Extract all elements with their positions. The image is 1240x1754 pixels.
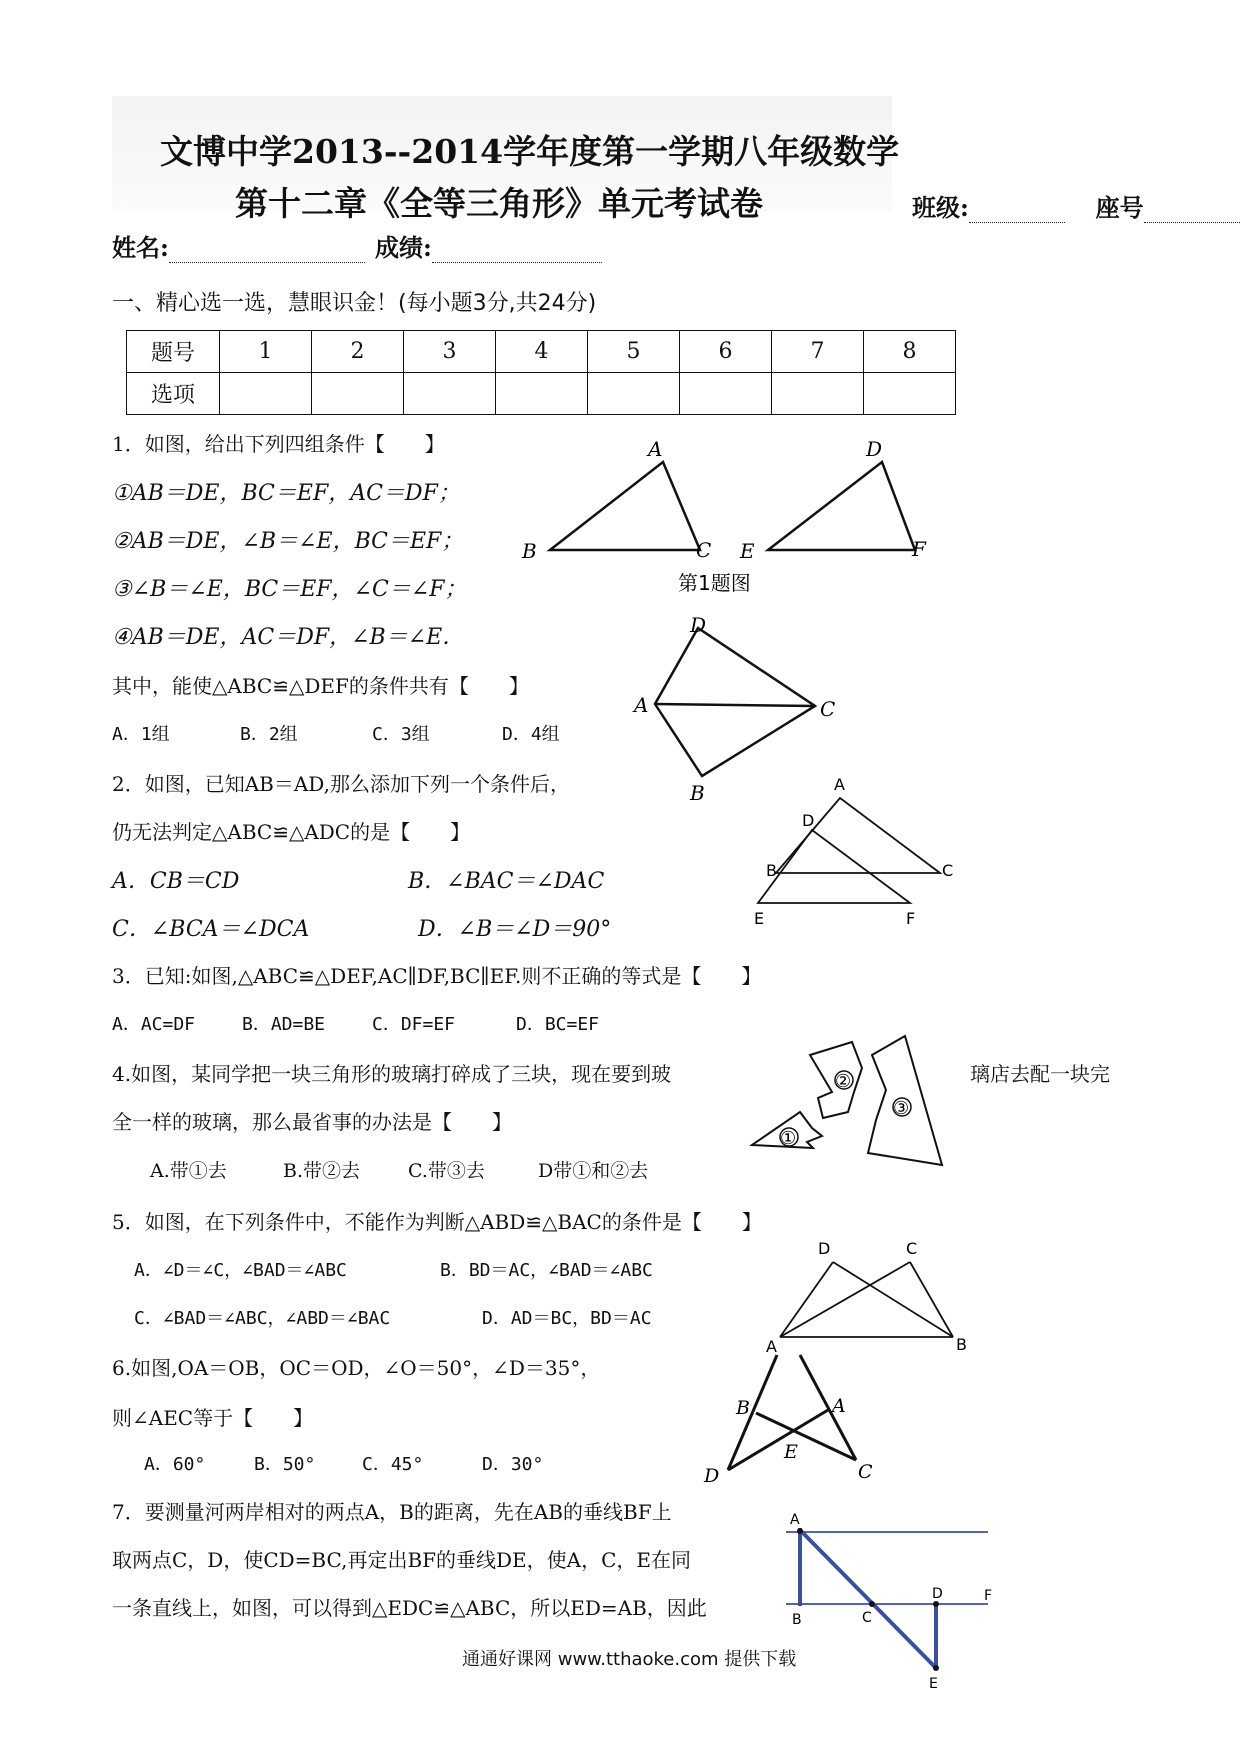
- col-number: 2: [312, 331, 404, 373]
- q5-option-a[interactable]: A．∠D＝∠C，∠BAD＝∠ABC: [134, 1260, 347, 1281]
- vertex-c: C: [820, 697, 836, 721]
- q6-option-b[interactable]: B．50°: [254, 1454, 316, 1475]
- vertex-a: A: [766, 1337, 777, 1356]
- vertex-e: E: [784, 1441, 798, 1463]
- q1-condition-2: ②AB＝DE，∠B＝∠E，BC＝EF；: [112, 529, 464, 554]
- q6-stem-2: 则∠AEC等于【 】: [112, 1406, 314, 1430]
- q5-stem: 5．如图，在下列条件中，不能作为判断△ABD≌△BAC的条件是【 】: [112, 1210, 762, 1234]
- q4-option-b[interactable]: B.带②去: [283, 1160, 361, 1182]
- q1-option-c[interactable]: C．3组: [372, 724, 430, 745]
- name-label: 姓名:: [112, 233, 169, 262]
- point-e: [933, 1665, 939, 1671]
- col-number: 1: [220, 331, 312, 373]
- vertex-b: B: [956, 1335, 967, 1354]
- vertex-c: C: [696, 538, 712, 562]
- vertex-b: B: [522, 539, 537, 563]
- q4-stem-right: 璃店去配一块完: [970, 1062, 1110, 1086]
- label-piece-2: ②: [835, 1071, 852, 1092]
- vertex-d: D: [866, 437, 883, 461]
- vertex-b: B: [690, 781, 705, 805]
- q1-condition-1: ①AB＝DE，BC＝EF，AC＝DF；: [112, 481, 460, 506]
- q2-option-b[interactable]: B．∠BAC＝∠DAC: [408, 869, 605, 894]
- label-piece-3: ③: [893, 1098, 910, 1119]
- vertex-d: D: [690, 613, 707, 637]
- q4-option-a[interactable]: A.带①去: [150, 1160, 227, 1182]
- q1-condition-4: ④AB＝DE，AC＝DF，∠B＝∠E．: [112, 625, 465, 650]
- q6-option-c[interactable]: C．45°: [362, 1454, 424, 1475]
- q1-question: 其中，能使△ABC≌△DEF的条件共有【 】: [112, 674, 529, 698]
- vertex-c: C: [942, 861, 954, 880]
- q1-option-d[interactable]: D．4组: [502, 724, 560, 745]
- vertex-b: B: [792, 1612, 802, 1628]
- row-label-number: 题号: [127, 331, 220, 373]
- vertex-d: D: [704, 1465, 720, 1487]
- vertex-d: D: [802, 811, 815, 830]
- q1-condition-3: ③∠B＝∠E，BC＝EF，∠C＝∠F；: [112, 577, 467, 602]
- vertex-a: A: [648, 437, 663, 461]
- vertex-b: B: [766, 861, 777, 880]
- q4-option-d[interactable]: D带①和②去: [538, 1160, 649, 1182]
- col-number: 4: [496, 331, 588, 373]
- q3-option-d[interactable]: D．BC=EF: [516, 1014, 600, 1035]
- vertex-a: A: [834, 775, 845, 794]
- q2-stem-2: 仍无法判定△ABC≌△ADC的是【 】: [112, 820, 471, 844]
- point-c: [869, 1601, 875, 1607]
- q1-option-b[interactable]: B．2组: [240, 724, 298, 745]
- q7-line1: 7．要测量河两岸相对的两点A，B的距离，先在AB的垂线BF上: [112, 1500, 672, 1524]
- vertex-c: C: [858, 1461, 873, 1483]
- vertex-d: D: [818, 1239, 831, 1258]
- q6-stem: 6.如图,OA＝OB，OC＝OD，∠O＝50°，∠D＝35°，: [112, 1356, 601, 1380]
- vertex-e: E: [929, 1676, 938, 1692]
- label-piece-1: ①: [780, 1128, 797, 1149]
- q5-option-b[interactable]: B．BD＝AC，∠BAD＝∠ABC: [440, 1260, 653, 1281]
- q3-stem: 3．已知:如图,△ABC≌△DEF,AC∥DF,BC∥EF.则不正确的等式是【 】: [112, 964, 762, 988]
- q6-option-a[interactable]: A．60°: [144, 1454, 206, 1475]
- q5-option-d[interactable]: D．AD＝BC，BD＝AC: [482, 1308, 652, 1329]
- q3-option-c[interactable]: C．DF=EF: [372, 1014, 456, 1035]
- vertex-b: B: [736, 1397, 750, 1419]
- q7-line3: 一条直线上，如图，可以得到△EDC≌△ABC，所以ED=AB，因此: [112, 1596, 707, 1620]
- exam-title-line1: 文博中学2013--2014学年度第一学期八年级数学: [160, 132, 900, 171]
- row-label-choice: 选项: [127, 373, 220, 415]
- q2-option-a[interactable]: A．CB＝CD: [112, 869, 240, 894]
- q3-option-a[interactable]: A．AC=DF: [112, 1014, 196, 1035]
- vertex-e: E: [754, 909, 765, 928]
- q2-option-c[interactable]: C．∠BCA＝∠DCA: [112, 917, 310, 942]
- vertex-f: F: [984, 1588, 993, 1604]
- section1-heading: 一、精心选一选，慧眼识金！(每小题3分,共24分): [112, 291, 597, 316]
- col-number: 8: [864, 331, 956, 373]
- q1-stem: 1．如图，给出下列四组条件【 】: [112, 432, 445, 456]
- vertex-d: D: [932, 1586, 943, 1602]
- q4-stem-2: 全一样的玻璃，那么最省事的办法是【 】: [112, 1110, 512, 1134]
- col-number: 3: [404, 331, 496, 373]
- vertex-f: F: [906, 909, 916, 928]
- footer-source: 通通好课网 www.tthaoke.com 提供下载: [462, 1649, 797, 1670]
- q2-option-d[interactable]: D．∠B＝∠D＝90°: [418, 917, 612, 942]
- q7-line2: 取两点C，D，使CD=BC,再定出BF的垂线DE，使A，C，E在同: [112, 1548, 692, 1572]
- score-label: 成绩:: [375, 233, 432, 262]
- vertex-c: C: [906, 1239, 918, 1258]
- q3-option-b[interactable]: B．AD=BE: [242, 1014, 326, 1035]
- vertex-a: A: [790, 1512, 800, 1528]
- vertex-a: A: [634, 693, 649, 717]
- vertex-e: E: [740, 539, 755, 563]
- col-number: 7: [772, 331, 864, 373]
- class-label: 班级:: [912, 193, 969, 222]
- q1-option-a[interactable]: A．1组: [112, 724, 170, 745]
- q2-stem: 2．如图，已知AB＝AD,那么添加下列一个条件后，: [112, 772, 570, 796]
- col-number: 6: [680, 331, 772, 373]
- point-a: [797, 1528, 803, 1534]
- exam-title-line2: 第十二章《全等三角形》单元考试卷: [235, 184, 763, 223]
- q4-option-c[interactable]: C.带③去: [408, 1160, 485, 1182]
- fig1-caption: 第1题图: [678, 571, 751, 595]
- col-number: 5: [588, 331, 680, 373]
- vertex-a: A: [832, 1395, 846, 1417]
- seat-label: 座号: [1095, 193, 1144, 222]
- q4-stem-left: 4.如图，某同学把一块三角形的玻璃打碎成了三块，现在要到玻: [112, 1062, 672, 1086]
- segment-ae: [800, 1530, 936, 1668]
- vertex-c: C: [862, 1610, 872, 1626]
- vertex-f: F: [912, 537, 926, 561]
- q6-option-d[interactable]: D．30°: [482, 1454, 544, 1475]
- q5-option-c[interactable]: C．∠BAD＝∠ABC，∠ABD＝∠BAC: [134, 1308, 391, 1329]
